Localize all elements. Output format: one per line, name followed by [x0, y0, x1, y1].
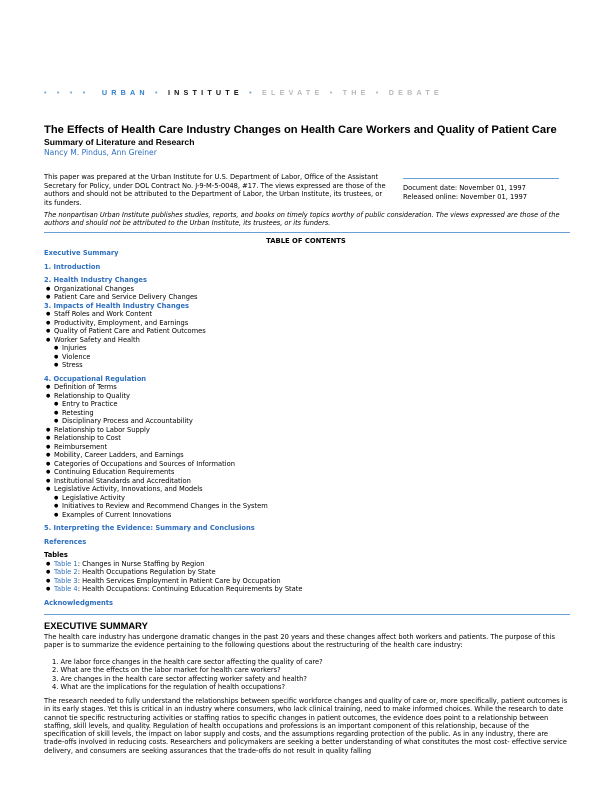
toc-item: ● Mobility, Career Ladders, and Earnings	[44, 451, 564, 460]
preparation-note: This paper was prepared at the Urban Institute for U.S. Department of Labor, Office of the Assistant Secretary for Policy, under DOL Contract No. J-9-M-5-0048, #17. The views expressed are those of the authors and should not be attributed to the Department of Labor, the Urban Institute, its trustees, or its funders.	[44, 173, 386, 207]
banner-urban: URBAN	[101, 88, 149, 97]
toc-subitem: ● Initiatives to Review and Recommend Changes in the System	[52, 502, 564, 511]
divider	[44, 232, 570, 233]
toc-item: ● Relationship to Labor Supply	[44, 426, 564, 435]
toc-item: ● Relationship to Cost	[44, 434, 564, 443]
toc-item: ● Relationship to Quality	[44, 392, 564, 401]
toc-link-introduction[interactable]: 1. Introduction	[44, 262, 101, 271]
toc-table-item	[44, 560, 564, 569]
table-caption: : Health Occupations Regulation by State	[77, 568, 216, 576]
date-box	[403, 178, 559, 202]
toc-item: ● Worker Safety and Health	[44, 336, 564, 345]
banner-institute: INSTITUTE	[167, 88, 243, 97]
table-link[interactable]: Table 3	[54, 576, 78, 585]
questions-list	[52, 658, 552, 692]
table-link[interactable]: Table 2	[54, 568, 78, 576]
toc-table-item	[44, 585, 564, 594]
nonpartisan-disclaimer: The nonpartisan Urban Institute publishes studies, reports, and books on timely topics worthy of public consideration. The views expressed are those of the authors and should not be attributed to the Urban Institute, its trustees, or its funders.	[44, 211, 560, 228]
toc-subitem: ● Injuries	[52, 344, 564, 353]
intro-paragraph: The health care industry has undergone dramatic changes in the past 20 years and these changes affect both workers and patients. The purpose of this paper is to summarize the evidence pertaining to the following questions about the restructuring of the health care industry:	[44, 633, 555, 650]
toc-item: ● Patient Care and Service Delivery Changes	[44, 293, 564, 302]
released-date: Released online: November 01, 1997	[403, 193, 527, 201]
toc-item: ● Reimbursement	[44, 443, 564, 452]
table-link[interactable]: Table 4	[54, 585, 78, 593]
page-subtitle: Summary of Literature and Research	[44, 137, 195, 147]
question-item: 1. Are labor force changes in the health care sector affecting the quality of care?	[52, 658, 323, 666]
author-link[interactable]: Nancy M. Pindus	[44, 148, 107, 157]
toc-item: ● Organizational Changes	[44, 285, 564, 294]
table-link[interactable]: Table 1	[54, 559, 78, 568]
toc-table-item	[44, 577, 564, 586]
toc-subitem: ● Examples of Current Innovations	[52, 511, 564, 520]
table-caption: : Health Occupations: Continuing Education Requirements by State	[77, 585, 303, 593]
toc-subitem: ● Disciplinary Process and Accountability	[52, 417, 564, 426]
banner-separator: •	[249, 88, 256, 97]
toc-link-impacts[interactable]: 3. Impacts of Health Industry Changes	[44, 301, 190, 310]
toc-link-health-industry-changes[interactable]: 2. Health Industry Changes	[44, 276, 147, 284]
table-caption: : Changes in Nurse Staffing by Region	[77, 559, 205, 568]
authors	[44, 148, 157, 158]
banner-elevate-the-debate: ELEVATE • THE • DEBATE	[262, 88, 443, 97]
toc-link-executive-summary[interactable]: Executive Summary	[44, 249, 119, 257]
urban-institute-banner	[44, 88, 443, 98]
toc-subitem: ● Stress	[52, 361, 564, 370]
toc-link-interpreting-evidence[interactable]: 5. Interpreting the Evidence: Summary and Conclusions	[44, 524, 255, 532]
toc-table-item	[44, 568, 564, 577]
toc-subitem: ● Legislative Activity	[52, 494, 564, 503]
table-of-contents	[44, 249, 564, 607]
page-title: The Effects of Health Care Industry Changes on Health Care Workers and Quality of Patient Care	[44, 124, 557, 136]
toc-item: ● Continuing Education Requirements	[44, 468, 564, 477]
executive-summary-heading: EXECUTIVE SUMMARY	[44, 620, 148, 631]
toc-link-occupational-regulation[interactable]: 4. Occupational Regulation	[44, 374, 147, 383]
body-paragraph: The research needed to fully understand the relationships between specific workforce changes and quality of care or, more specifically, patient outcomes is in its early stages. Yet this is critical in an industry where consumers, who lack clinical training, need to make informed choices. While the research to date cannot tie specific restructuring activities or staffing ratios to specific changes in patient outcomes, the evidence does point to a relationship between staffing, skill levels, and quality. Regulation of health occupations and professions is an important component of this relationship, because of the specification of skill levels, the impact on labor supply and costs, and the assumptions regarding protection of the public. As in any industry, there are trade-offs involved in reducing costs. Researchers and policymakers are seeking a better understanding of what constitutes the most cost- effective service delivery, and consumers are seeking assurances that the trade-offs do not result in quality falling	[44, 697, 568, 755]
toc-item: ● Institutional Standards and Accreditation	[44, 477, 564, 486]
question-item: 4. What are the implications for the regulation of health occupations?	[52, 683, 286, 692]
question-item: 2. What are the effects on the labor market for health care workers?	[52, 666, 281, 675]
toc-subitem: ● Retesting	[52, 409, 564, 418]
toc-subitem: ● Entry to Practice	[52, 400, 564, 409]
author-link[interactable]: Ann Greiner	[111, 148, 157, 157]
toc-link-acknowledgments[interactable]: Acknowledgments	[44, 598, 113, 607]
toc-item: ● Definition of Terms	[44, 383, 564, 392]
toc-item: ● Categories of Occupations and Sources of Information	[44, 460, 564, 469]
toc-item: ● Quality of Patient Care and Patient Outcomes	[44, 327, 564, 336]
toc-item: ● Staff Roles and Work Content	[44, 310, 564, 319]
question-item: 3. Are changes in the health care sector affecting worker safety and health?	[52, 674, 307, 683]
toc-subitem: ● Violence	[52, 353, 564, 362]
banner-dots: • • • •	[44, 88, 90, 97]
table-caption: : Health Services Employment in Patient Care by Occupation	[77, 576, 281, 585]
toc-heading: TABLE OF CONTENTS	[266, 237, 346, 245]
document-date: Document date: November 01, 1997	[403, 184, 526, 192]
banner-separator: •	[155, 88, 162, 97]
toc-item: ● Productivity, Employment, and Earnings	[44, 319, 564, 328]
author-separator: ,	[106, 148, 112, 157]
toc-link-references[interactable]: References	[44, 537, 87, 546]
toc-item: ● Legislative Activity, Innovations, and Models	[44, 485, 564, 494]
tables-heading: Tables	[44, 551, 68, 559]
divider	[44, 614, 570, 615]
